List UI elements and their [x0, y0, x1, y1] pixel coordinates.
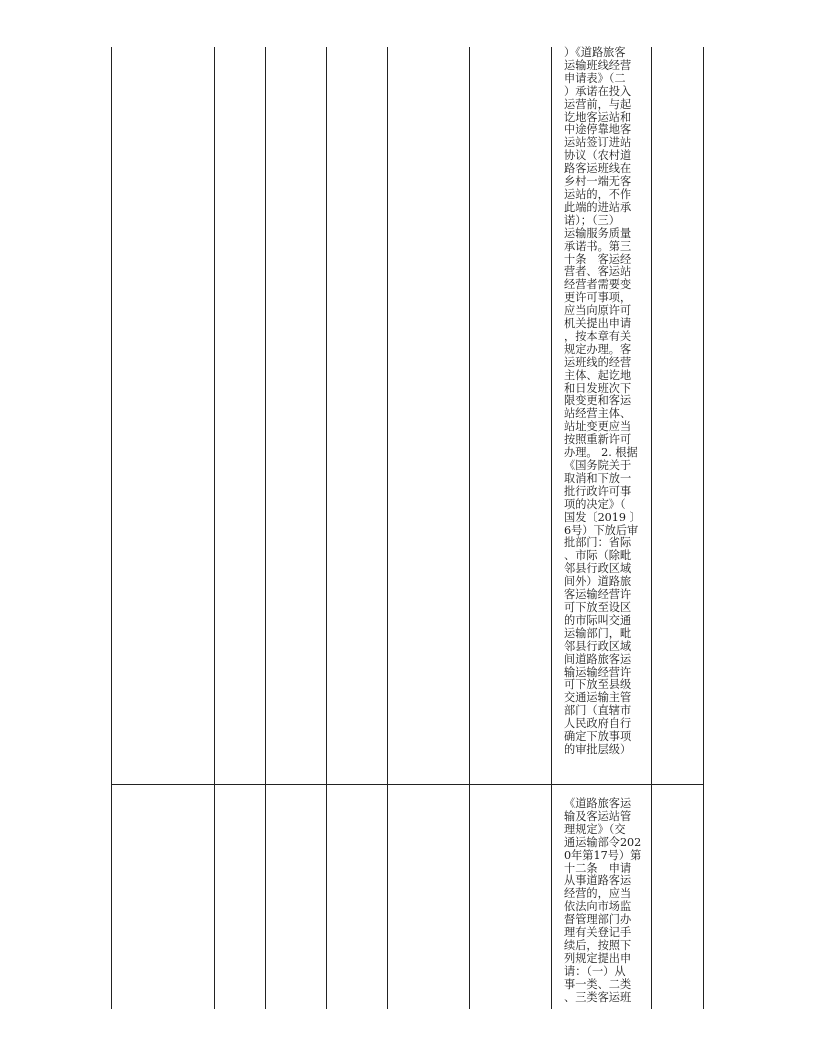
legal-basis-cell — [564, 798, 650, 1005]
table-column-line — [111, 47, 112, 1009]
legal-basis-cell — [564, 47, 650, 757]
legal-basis-line: 输运输经营许 — [564, 665, 632, 679]
table-column-line — [651, 47, 652, 1009]
legal-basis-line: 承诺书。第三 — [564, 239, 632, 253]
legal-basis-line: 部门（直辖市 — [564, 704, 632, 718]
legal-basis-line: 取消和下放一 — [564, 471, 632, 485]
legal-basis-line: 主体、起讫地 — [564, 368, 632, 382]
legal-basis-line: 十条 客运经 — [564, 252, 632, 266]
legal-basis-line: 路客运班线在 — [564, 162, 632, 176]
legal-basis-line: 督管理部门办 — [564, 913, 632, 927]
legal-basis-line: 运输部门，毗 — [564, 626, 632, 640]
legal-basis-line: 经营者需要变 — [564, 278, 632, 292]
legal-basis-line: 输及客运站管 — [564, 809, 632, 823]
legal-basis-line: 十二条 申请 — [564, 861, 632, 875]
legal-basis-line: 、市际（除毗 — [564, 549, 632, 563]
legal-basis-line: 限变更和客运 — [564, 394, 632, 408]
legal-basis-line: 事一类、二类 — [564, 977, 632, 991]
legal-basis-line: 运班线的经营 — [564, 355, 632, 369]
legal-basis-line: 站经营主体、 — [564, 407, 632, 421]
legal-basis-line: 6号）下放后审 — [564, 523, 639, 537]
legal-basis-line: 、三类客运班 — [564, 990, 632, 1004]
legal-basis-line: 更许可事项， — [564, 291, 632, 305]
table-column-line — [469, 47, 470, 1009]
legal-basis-line: 机关提出申请 — [564, 317, 632, 331]
legal-basis-line: ）《道路旅客 — [564, 46, 626, 59]
legal-basis-line: 站址变更应当 — [564, 420, 632, 434]
legal-basis-line: 理规定》（交 — [564, 822, 626, 836]
legal-basis-line: 办理。 2. 根据 — [564, 446, 638, 460]
legal-basis-line: 运营前，与起 — [564, 97, 632, 111]
legal-basis-line: 营者、客运站 — [564, 265, 632, 279]
legal-basis-line: 理有关登记手 — [564, 926, 632, 940]
legal-basis-line: 依法向市场监 — [564, 900, 632, 914]
legal-basis-line: 人民政府自行 — [564, 717, 632, 731]
legal-basis-line: 可下放至县级 — [564, 678, 632, 692]
legal-basis-line: ）承诺在投入 — [564, 84, 632, 98]
legal-basis-line: 申请表》（二 — [564, 71, 626, 85]
legal-basis-line: 间道路旅客运 — [564, 652, 632, 666]
legal-basis-line: 运输服务质量 — [564, 226, 632, 240]
legal-basis-line: 邻县行政区域 — [564, 639, 632, 653]
legal-basis-line: 协议（农村道 — [564, 149, 632, 163]
table-column-line — [214, 47, 215, 1009]
table-column-line — [703, 47, 704, 1009]
table-column-line — [265, 47, 266, 1009]
legal-basis-line: 0年第17号）第 — [564, 848, 642, 862]
legal-basis-line: 间外）道路旅 — [564, 575, 632, 589]
legal-basis-line: 中途停靠地客 — [564, 123, 632, 137]
legal-basis-line: 批行政许可事 — [564, 484, 632, 498]
legal-basis-line: 交通运输主管 — [564, 691, 632, 705]
legal-basis-line: 的市际叫交通 — [564, 613, 632, 627]
legal-basis-line: 乡村一端无客 — [564, 175, 632, 189]
legal-basis-line: 请：（一）从 — [564, 964, 626, 978]
legal-basis-line: 批部门：省际 — [564, 536, 632, 550]
table-column-line — [551, 47, 552, 1009]
legal-basis-line: 讫地客运站和 — [564, 110, 632, 124]
legal-basis-line: 按照重新许可 — [564, 433, 632, 447]
legal-basis-line: 运站的，不作 — [564, 187, 632, 201]
legal-basis-line: 应当向原许可 — [564, 304, 632, 318]
legal-basis-line: 客运输经营许 — [564, 588, 632, 602]
legal-basis-line: ，按本章有关 — [564, 329, 632, 343]
legal-basis-line: 的审批层级） — [564, 742, 632, 756]
legal-basis-line: 此端的进站承 — [564, 200, 632, 214]
legal-basis-line: 诺）；（三） — [564, 213, 620, 227]
table-column-line — [387, 47, 388, 1009]
legal-basis-line: 《国务院关于 — [564, 459, 632, 472]
legal-basis-line: 列规定提出申 — [564, 951, 632, 965]
table-column-line — [326, 47, 327, 1009]
legal-basis-line: 项的决定》（ — [564, 497, 626, 511]
legal-basis-line: 续后，按照下 — [564, 938, 632, 952]
legal-basis-line: 邻县行政区域 — [564, 562, 632, 576]
legal-basis-line: 可下放至设区 — [564, 600, 632, 614]
legal-basis-line: 和日发班次下 — [564, 381, 632, 395]
legal-basis-line: 经营的，应当 — [564, 887, 632, 901]
legal-basis-line: 运输班线经营 — [564, 58, 632, 72]
legal-basis-line: 规定办理。客 — [564, 342, 632, 356]
legal-basis-line: 从事道路客运 — [564, 874, 632, 888]
legal-basis-line: 国发〔2019 〕 — [564, 510, 641, 524]
legal-basis-line: 确定下放事项 — [564, 730, 632, 744]
legal-basis-line: 通运输部令202 — [564, 835, 642, 849]
legal-basis-line: 运站签订进站 — [564, 136, 632, 150]
legal-basis-line: 《道路旅客运 — [564, 797, 632, 810]
table-row-divider — [111, 784, 704, 785]
